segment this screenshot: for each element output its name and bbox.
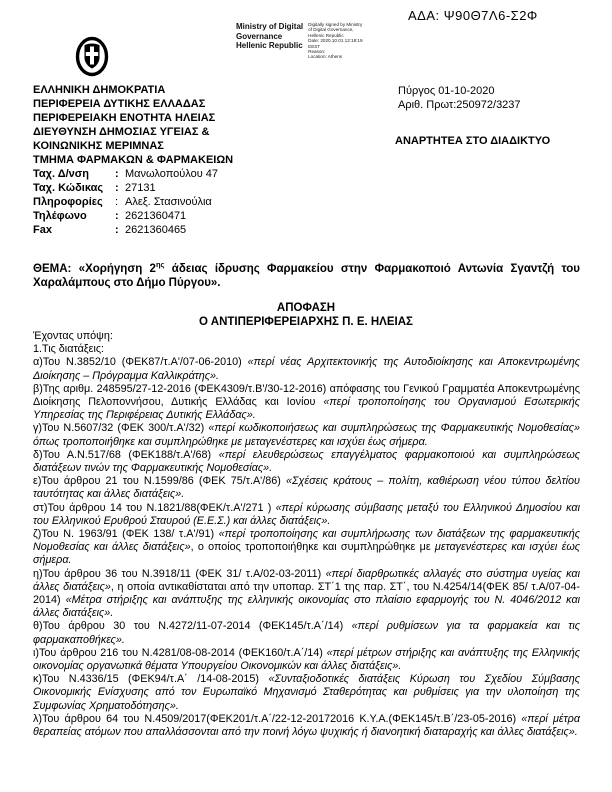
org-line: ΔΙΕΥΘΥΝΣΗ ΔΗΜΟΣΙΑΣ ΥΓΕΙΑΣ & [33,126,210,138]
decision-subtitle: Ο ΑΝΤΙΠΕΡΙΦΕΡΕΙΑΡΧΗΣ Π. Ε. ΗΛΕΙΑΣ [199,316,413,328]
item-normal-text: β)Της αριθμ. 248595/27-12-2016 (ΦΕΚ4309/τ.Β'/30-12-2016) απόφασης του Γενικού Γραμματέα Αποκεντρωμένης Διοίκησης Πελοποννήσου, Δυτικής Ελλάδας και Ιονίου [33,382,580,409]
greek-national-emblem-icon [75,36,109,78]
having-regard-line: Έχοντας υπόψη: [33,330,113,342]
item-italic-quote: «περί τροποποίησης και συμπλήρωσης των διατάξεων της φαρμακευτικής Νομοθεσίας και άλλες διατάξεις» [33,528,580,554]
subject-label: ΘΕΜΑ: [33,262,72,275]
org-line: ΠΕΡΙΦΕΡΕΙΑ ΔΥΤΙΚΗΣ ΕΛΛΑΔΑΣ [33,98,206,110]
contact-value: 2621360465 [125,224,187,236]
signature-ministry-line: Governance [236,31,283,41]
legal-item-i [33,647,580,673]
contact-separator: : [115,224,119,236]
signature-stamp-line: of Digital Governance, [308,27,354,33]
contact-row-telephone [33,209,218,223]
item-italic-quote: «περί ρυθμίσεων για τα φαρμακεία και τις φαρμακαποθήκες». [33,620,580,646]
contact-info [33,167,218,237]
item-normal-text: , η οποία αντικαθίσταται από την υποπαρ. ΣΤ΄1 της παρ. ΣΤ΄, του Ν.4254/14(ΦΕΚ 85/ τ.Α/07-04-2014) [33,580,580,607]
item-normal-text: ε)Του άρθρου 21 του Ν.1599/86 (ΦΕΚ 75/τ.Α'/86) [33,475,287,488]
contact-row-information [33,195,218,209]
item-italic-quote: «περί διαρθρωτικές αλλαγές στο σύστημα υγείας και άλλες διατάξεις» [33,567,580,593]
org-line: ΕΛΛΗΝΙΚΗ ΔΗΜΟΚΡΑΤΙΑ [33,84,166,96]
item-normal-text: λ)Του άρθρου 64 του Ν.4509/2017(ΦΕΚ201/τ.Α΄/22-12-20172016 Κ.Υ.Α.(ΦΕΚ145/τ.Β΄/23-05-2016) [33,712,522,725]
contact-separator: : [115,196,119,208]
contact-label: Τηλέφωνο [33,210,87,222]
subject-ordinal-superscript: ης [155,260,165,269]
item-italic-quote: «περί κωδικοποιήσεως και συμπληρώσεως της Φαρμακευτικής Νομοθεσίας» όπως τροποποιήθηκε και συμπληρώθηκε με μεταγενέστερες και ισχύει έως σήμερα. [33,422,580,448]
decision-body [33,330,580,739]
item-normal-text: η)Του άρθρου 36 του Ν.3918/11 (ΦΕΚ 31/ τ.Α/02-03-2011) [33,567,326,580]
item-italic-quote: «περί μέτρων στήριξης και ανάπτυξης της Ελληνικής οικονομίας οργανωτικά θέματα Υπουργείου Οικονομικών και άλλες διατάξεις». [33,646,580,673]
org-line: ΤΜΗΜΑ ΦΑΡΜΑΚΩΝ & ΦΑΡΜΑΚΕΙΩΝ [33,154,234,166]
signature-stamp-line: EEST [308,43,321,49]
contact-label: Πληροφορίες [33,196,103,208]
subject-paragraph [33,258,580,290]
legal-item-k [33,673,580,713]
legal-item-th [33,620,580,646]
contact-label: Ταχ. Κώδικας [33,182,104,194]
org-line: ΚΟΙΝΩΝΙΚΗΣ ΜΕΡΙΜΝΑΣ [33,140,164,152]
contact-value: Μανωλοπούλου 47 [125,168,219,180]
item-normal-text: ζ)Του Ν. 1963/91 (ΦΕΚ 138/ τ.Α'/91) [33,528,219,541]
item-normal-text: γ)Του Ν.5607/32 (ΦΕΚ 300/τ.Α'/32) [33,422,209,435]
digital-signature-block [236,22,366,60]
contact-label: Ταχ. Δ/νση [33,168,90,180]
legal-item-z [33,528,580,568]
item-italic-quote: μεταγενέστερες και ισχύει έως σήμερα. [33,541,580,567]
item-normal-text: θ)Του άρθρου 30 του Ν.4272/11-07-2014 (ΦΕΚ145/τ.Α΄/14) [33,620,352,633]
item-normal-text: κ)Του Ν.4336/15 (ΦΕΚ94/τ.Α΄ /14-08-2015) [33,673,269,686]
item-italic-quote: «περί τροποποίησης του Οργανισμού Εσωτερικής Υπηρεσίας της Περιφέρειας Δυτικής Ελλάδας». [33,396,580,422]
item-normal-text: α)Του Ν.3852/10 (ΦΕΚ87/τ.Α'/07-06-2010) [33,356,248,369]
signature-stamp-line: Hellenic Republic [308,32,344,38]
protocol-number: Αριθ. Πρωτ:250972/3237 [398,99,521,111]
subject-text-post: άδειας ίδρυσης Φαρμακείου στην Φαρμακοποιό Αντωνία Σγαντζή του Χαραλάμπους στο Δήμο Πύργου». [33,262,581,289]
item-normal-text: στ)Του άρθρου 14 του Ν.1821/88(ΦΕΚ/τ.Α'/271 ) [33,501,276,514]
signature-stamp-line: Digitally signed by Ministry [308,22,363,27]
item-normal-text: , ο οποίος τροποποιήθηκε και συμπληρώθηκε με [190,541,435,554]
item-italic-quote: «Συνταξιοδοτικές διατάξεις Κύρωση του Σχεδίου Σύμβασης Οικονομικής Ενίσχυσης από τον Ευρωπαϊκό Μηχανισμό Σταθερότητας και ρυθμίσεις για την υλοποίηση της Συμφωνίας Χρηματοδότησης». [33,673,580,712]
item-italic-quote: «περί κύρωσης σύμβασης μεταξύ του Ελληνικού Δημοσίου και του Ελληνικού Ερυθρού Σταυρού (Ε.Ε.Σ.) και άλλες διατάξεις». [33,501,580,527]
signature-stamp-line: Reason: [308,49,326,55]
legal-item-h [33,568,580,621]
item-italic-quote: «περί ελευθερώσεως επαγγέλματος φαρμακοποιού και συμπληρώσεως διατάξεων τινών της Φαρμακευτικής Νομοθεσίας». [33,448,581,475]
city-date-protocol [398,84,521,112]
legal-item-a [33,356,580,382]
web-posting-notice: ΑΝΑΡΤΗΤΕΑ ΣΤΟ ΔΙΑΔΙΚΤΥΟ [395,135,551,147]
contact-value: Αλεξ. Στασινούλια [125,196,212,208]
legal-item-l [33,713,580,739]
signature-stamp-details [308,22,366,60]
decision-titles [0,301,612,329]
signature-ministry-line: Hellenic Republic [236,41,303,50]
city-date: Πύργος 01-10-2020 [398,85,495,97]
item-normal-text: δ)Του Α.Ν.517/68 (ΦΕΚ188/τ.Α'/68) [33,448,219,461]
contact-label: Fax [33,224,52,236]
legal-item-st [33,502,580,528]
legal-item-d [33,449,580,475]
contact-value: 2621360471 [125,210,187,222]
org-line: ΠΕΡΙΦΕΡΕΙΑΚΗ ΕΝΟΤΗΤΑ ΗΛΕΙΑΣ [33,112,216,124]
item-italic-quote: «περί μέτρα θεραπείας ατόμων που απαλλάσσονται από την ποινή λόγω ψυχικής ή διανοητική διαταραχής και άλλες διατάξεις». [33,712,580,739]
item-italic-quote: «Σχέσεις κράτους – πολίτη, καθιέρωση νέου τύπου δελτίου ταυτότητας και άλλες διατάξεις». [33,475,580,501]
contact-value: 27131 [125,182,156,194]
contact-row-postal-code [33,181,218,195]
ada-number: ΑΔΑ: Ψ90Θ7Λ6-Σ2Φ [408,8,538,23]
legal-item-g [33,422,580,448]
contact-row-address [33,167,218,181]
item-italic-quote: «περί νέας Αρχιτεκτονικής της Αυτοδιοίκησης και Αποκεντρωμένης Διοίκησης – Πρόγραμμα Καλλικράτης». [33,356,581,382]
item-italic-quote: «Μέτρα στήριξης και ανάπτυξης της ελληνικής οικονομίας στο πλαίσιο εφαρμογής του Ν. 4046/2012 και άλλες διατάξεις». [33,594,581,620]
signature-stamp-line: Location: Athens [308,54,343,60]
item-normal-text: ι)Του άρθρου 216 του Ν.4281/08-08-2014 (ΦΕΚ160/τ.Α΄/14) [33,646,327,659]
decision-title: ΑΠΟΦΑΣΗ [276,302,336,314]
signature-stamp-line: Date: 2020.10.01 12:18:19 [308,38,363,44]
legal-item-e [33,475,580,501]
organization-header [33,83,373,167]
provisions-line: 1.Τις διατάξεις: [33,343,105,356]
contact-row-fax [33,223,218,237]
contact-separator: : [115,182,119,194]
subject-text-pre: «Χορήγηση 2 [71,262,156,275]
legal-item-b [33,383,580,423]
contact-separator: : [115,210,119,222]
signature-ministry-line: Ministry of Digital [236,22,304,31]
signature-ministry-name [236,22,303,60]
contact-separator: : [115,168,119,180]
